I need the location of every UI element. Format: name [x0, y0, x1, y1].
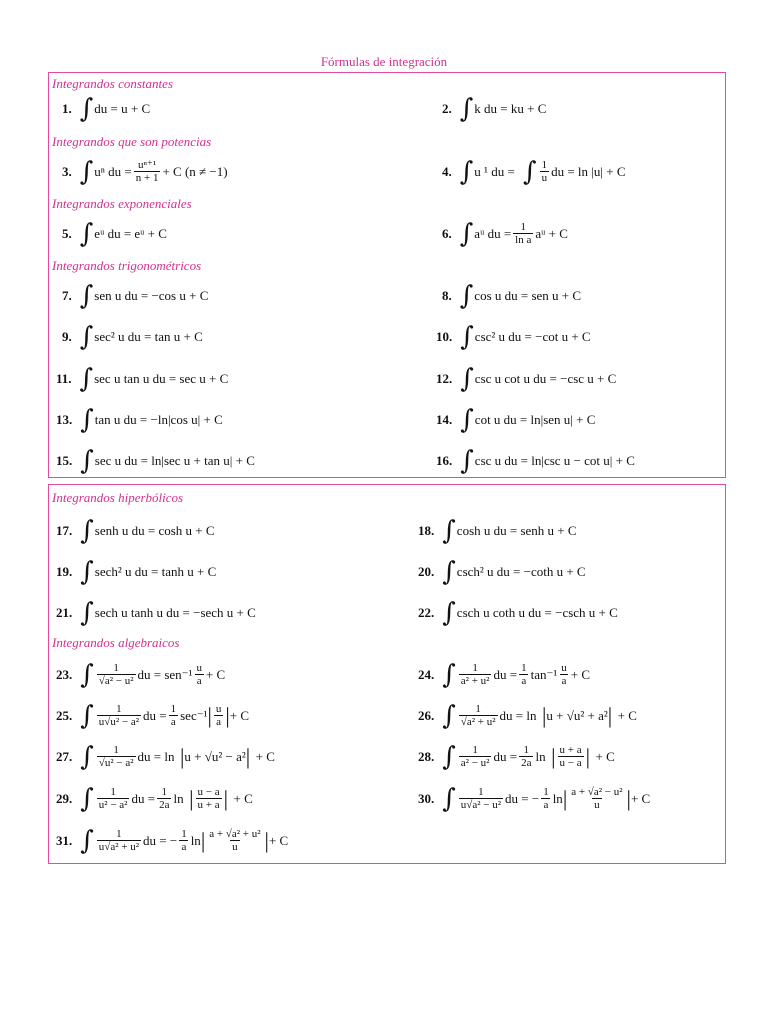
formula-number: 4. — [442, 164, 452, 179]
formula-28 — [418, 737, 615, 777]
integral-sign-icon: ∫ — [80, 826, 94, 856]
formula-number: 13. — [56, 412, 73, 427]
formula-18 — [418, 511, 577, 551]
fraction-denominator: √a² − u² — [98, 674, 134, 687]
formula-tail: + C — [268, 833, 289, 848]
fraction — [97, 703, 141, 729]
integral-sign-icon: ∫ — [80, 557, 94, 587]
formula-text: tan u du = −ln|cos u| + C — [94, 412, 223, 427]
formula-number: 28. — [418, 749, 435, 764]
fraction-numerator: 1 — [478, 785, 484, 798]
formula-17 — [56, 511, 215, 551]
formula-15 — [56, 441, 255, 481]
formula-text: sec² u du = tan u + C — [94, 329, 203, 344]
integral-sign-icon: ∫ — [442, 701, 456, 731]
formula-number: 21. — [56, 605, 73, 620]
fraction-denominator: a — [196, 674, 202, 687]
formula-rhs: du = — [493, 667, 518, 682]
formula-26 — [418, 696, 637, 736]
section-heading-algebraicos: Integrandos algebraicos — [52, 635, 180, 650]
formula-number: 5. — [62, 226, 72, 241]
integral-sign-icon: ∫ — [80, 446, 94, 476]
formula-23 — [56, 655, 225, 695]
fraction-numerator: 1 — [113, 661, 119, 674]
fraction-numerator: a + √a² − u² — [571, 785, 623, 798]
formula-number: 29. — [56, 791, 73, 806]
formula-19 — [56, 552, 216, 592]
integral-sign-icon: ∫ — [80, 598, 94, 628]
formula-31 — [56, 821, 288, 861]
fraction-denominator: a² − u² — [460, 756, 490, 769]
formula-2 — [442, 89, 546, 129]
fraction-numerator: 1 — [523, 743, 530, 756]
formula-text: sech u tanh u du = −sech u + C — [94, 605, 256, 620]
fraction-numerator: 1 — [520, 220, 527, 233]
fraction-numerator: 1 — [472, 743, 478, 756]
formula-number: 16. — [436, 453, 453, 468]
formula-number: 9. — [62, 329, 72, 344]
integral-sign-icon: ∫ — [80, 660, 94, 690]
formula-text: senh u du = cosh u + C — [94, 523, 215, 538]
section-heading-constantes: Integrandos constantes — [52, 76, 173, 91]
fraction-denominator: 2a — [159, 798, 170, 811]
formula-22 — [418, 593, 618, 633]
fraction — [519, 744, 533, 770]
fraction-denominator: u√a² − u² — [460, 798, 502, 811]
formula-number: 11. — [56, 371, 72, 386]
integral-sign-icon: ∫ — [442, 660, 456, 690]
formula-text: cosh u du = senh u + C — [456, 523, 577, 538]
formula-tail: + C — [233, 791, 253, 806]
formula-6 — [442, 214, 568, 254]
fraction — [169, 703, 179, 729]
formula-rhs: du = — [143, 708, 167, 723]
page-title: Fórmulas de integración — [320, 54, 448, 69]
fraction-numerator: 1 — [161, 785, 168, 798]
formula-30 — [418, 779, 650, 819]
fraction — [196, 786, 222, 812]
formula-1 — [62, 89, 150, 129]
fraction — [179, 828, 189, 854]
formula-number: 23. — [56, 667, 73, 682]
fraction-denominator: u√a² + u² — [98, 840, 140, 853]
formula-ln: ln — [552, 791, 563, 806]
integral-sign-icon: ∫ — [80, 516, 94, 546]
abs-bar-icon: | — [225, 703, 230, 728]
fraction-numerator: uⁿ⁺¹ — [138, 158, 157, 171]
fraction-denominator: a — [216, 715, 222, 728]
formula-rhs: du = ln — [137, 749, 175, 764]
formula-20 — [418, 552, 586, 592]
formula-tail: + C — [617, 708, 637, 723]
integral-sign-icon: ∫ — [442, 742, 456, 772]
formula-8 — [442, 276, 581, 316]
formula-number: 22. — [418, 605, 435, 620]
fraction — [157, 786, 171, 812]
fraction — [513, 221, 533, 247]
fraction — [540, 159, 550, 185]
fraction-numerator: 1 — [181, 827, 187, 840]
formula-lhs: uⁿ du = — [94, 164, 132, 179]
fraction — [97, 662, 136, 688]
fraction-denominator: √u² − a² — [98, 756, 134, 769]
fraction-numerator: u − a — [197, 785, 220, 798]
formula-tail: + C — [570, 667, 590, 682]
fraction-denominator: a — [561, 674, 567, 687]
integral-sign-icon: ∫ — [80, 405, 94, 435]
abs-bar-icon: | — [545, 744, 556, 769]
abs-bar-icon: | — [223, 786, 234, 811]
fraction — [459, 662, 492, 688]
formula-number: 31. — [56, 833, 73, 848]
fraction-numerator: 1 — [472, 661, 478, 674]
fraction-denominator: u — [594, 798, 600, 811]
formula-text: csch² u du = −coth u + C — [456, 564, 586, 579]
abs-bar-icon: | — [264, 828, 269, 853]
abs-bar-icon: | — [207, 703, 212, 728]
integral-sign-icon: ∫ — [459, 94, 474, 124]
formula-29 — [56, 779, 253, 819]
fraction-numerator: 1 — [541, 158, 548, 171]
fraction-denominator: u√u² − a² — [98, 715, 140, 728]
integral-sign-icon: ∫ — [459, 219, 474, 249]
formula-tail: + C — [595, 749, 615, 764]
formula-25 — [56, 696, 249, 736]
section-heading-potencias: Integrandos que son potencias — [52, 134, 212, 149]
integral-sign-icon: ∫ — [460, 364, 474, 394]
formula-text: sec u du = ln|sec u + tan u| + C — [94, 453, 255, 468]
formula-rhs: du = — [131, 791, 156, 806]
fraction-denominator: u — [232, 840, 238, 853]
fraction — [541, 786, 551, 812]
formula-text: csc² u du = −cot u + C — [474, 329, 591, 344]
integral-sign-icon: ∫ — [442, 598, 456, 628]
formula-tail: aᵘ + C — [535, 226, 568, 241]
formula-tail: + C — [229, 708, 250, 723]
fraction-numerator: 1 — [110, 785, 116, 798]
formula-text: csch u coth u du = −csch u + C — [456, 605, 618, 620]
formula-text: sen u du = −cos u + C — [94, 288, 209, 303]
formula-text: csc u cot u du = −csc u + C — [474, 371, 617, 386]
formula-text: csc u du = ln|csc u − cot u| + C — [474, 453, 635, 468]
formula-number: 24. — [418, 667, 435, 682]
integral-sign-icon: ∫ — [442, 516, 456, 546]
fraction — [459, 744, 492, 770]
fraction — [207, 828, 262, 854]
fraction — [519, 662, 529, 688]
fraction-numerator: 1 — [521, 661, 527, 674]
integral-sign-icon: ∫ — [442, 784, 456, 814]
fraction-denominator: u² − a² — [98, 798, 128, 811]
formula-text: cot u du = ln|sen u| + C — [474, 412, 596, 427]
fraction-denominator: u — [541, 171, 548, 184]
fraction — [97, 786, 130, 812]
formula-ln: ln — [190, 833, 201, 848]
formula-10 — [436, 317, 591, 357]
fraction-numerator: u — [215, 702, 222, 715]
fraction-numerator: 1 — [543, 785, 549, 798]
fraction-numerator: 1 — [170, 702, 177, 715]
formula-number: 18. — [418, 523, 435, 538]
integral-sign-icon: ∫ — [79, 94, 94, 124]
formula-number: 20. — [418, 564, 435, 579]
fraction-numerator: 1 — [116, 827, 122, 840]
formula-14 — [436, 400, 595, 440]
abs-content: u + √u² − a² — [184, 749, 246, 764]
integral-sign-icon: ∫ — [80, 784, 94, 814]
abs-bar-icon: | — [536, 703, 547, 728]
fraction — [459, 703, 498, 729]
integral-sign-icon: ∫ — [79, 157, 94, 187]
fraction-denominator: 2a — [521, 756, 532, 769]
formula-text: cos u du = sen u + C — [474, 288, 582, 303]
abs-bar-icon: | — [607, 703, 618, 728]
formula-text: du = u + C — [94, 101, 151, 116]
formula-9 — [62, 317, 203, 357]
formula-16 — [436, 441, 635, 481]
formula-13 — [56, 400, 223, 440]
formula-number: 27. — [56, 749, 73, 764]
formula-text: sech² u du = tanh u + C — [94, 564, 217, 579]
formula-text: sec u tan u du = sec u + C — [94, 371, 229, 386]
formula-24 — [418, 655, 590, 695]
fraction — [459, 786, 503, 812]
fraction-numerator: 1 — [113, 743, 119, 756]
formula-lhs: u ¹ du = — [474, 164, 515, 179]
abs-bar-icon: | — [585, 744, 596, 769]
fraction-numerator: u + a — [559, 743, 582, 756]
formula-11 — [56, 359, 228, 399]
abs-bar-icon: | — [562, 786, 568, 811]
abs-bar-icon: | — [174, 744, 185, 769]
abs-bar-icon: | — [626, 786, 631, 811]
fraction — [569, 786, 624, 812]
fraction-denominator: a — [521, 674, 527, 687]
fraction-denominator: n + 1 — [135, 171, 159, 184]
fraction-denominator: √a² + u² — [460, 715, 496, 728]
abs-content: u + √u² + a² — [546, 708, 608, 723]
formula-number: 6. — [442, 226, 452, 241]
fraction — [97, 744, 136, 770]
fraction-denominator: u − a — [559, 756, 582, 769]
fraction — [194, 662, 204, 688]
fraction-numerator: 1 — [475, 702, 481, 715]
formula-12 — [436, 359, 616, 399]
fraction-numerator: a + √a² + u² — [209, 827, 261, 840]
fraction — [97, 828, 141, 854]
integral-sign-icon: ∫ — [80, 742, 94, 772]
formula-text: k du = ku + C — [474, 101, 547, 116]
formula-tail: + C — [630, 791, 651, 806]
integral-sign-icon: ∫ — [514, 157, 537, 187]
integral-sign-icon: ∫ — [459, 157, 474, 187]
fraction-numerator: u — [196, 661, 202, 674]
formula-number: 2. — [442, 101, 452, 116]
formula-ln: ln — [535, 749, 546, 764]
formula-number: 17. — [56, 523, 73, 538]
fraction — [134, 159, 161, 185]
formula-number: 15. — [56, 453, 73, 468]
formula-number: 7. — [62, 288, 72, 303]
abs-bar-icon: | — [183, 786, 194, 811]
formula-number: 14. — [436, 412, 453, 427]
formula-tail: du = ln |u| + C — [551, 164, 626, 179]
formula-text: eᵘ du = eᵘ + C — [94, 226, 167, 241]
formula-mid: tan⁻¹ — [530, 667, 558, 682]
formula-3 — [62, 152, 228, 192]
fraction-denominator: a — [170, 715, 176, 728]
formula-4 — [442, 152, 626, 192]
abs-bar-icon: | — [245, 744, 256, 769]
formula-tail: + C (n ≠ −1) — [162, 164, 228, 179]
section-heading-hiperbolicos: Integrandos hiperbólicos — [52, 490, 184, 505]
section-heading-trigonometricos: Integrandos trigonométricos — [52, 258, 202, 273]
fraction-denominator: a — [181, 840, 187, 853]
fraction — [559, 662, 569, 688]
formula-lhs: aᵘ du = — [474, 226, 512, 241]
formula-27 — [56, 737, 275, 777]
formula-rhs: du = — [493, 749, 518, 764]
formula-number: 10. — [436, 329, 453, 344]
integral-sign-icon: ∫ — [459, 281, 474, 311]
fraction-denominator: ln a — [515, 233, 532, 246]
integral-sign-icon: ∫ — [79, 281, 94, 311]
fraction-numerator: u — [561, 661, 567, 674]
formula-tail: + C — [205, 667, 226, 682]
formula-5 — [62, 214, 167, 254]
fraction — [214, 703, 224, 729]
formula-rhs: du = sen⁻¹ — [137, 667, 193, 682]
integral-sign-icon: ∫ — [79, 364, 94, 394]
integral-sign-icon: ∫ — [460, 322, 474, 352]
integral-sign-icon: ∫ — [460, 405, 474, 435]
formula-ln: ln — [173, 791, 184, 806]
fraction-denominator: a² + u² — [460, 674, 490, 687]
formula-number: 1. — [62, 101, 72, 116]
formula-number: 26. — [418, 708, 435, 723]
section-heading-exponenciales: Integrandos exponenciales — [52, 196, 192, 211]
fraction — [558, 744, 584, 770]
formula-tail: + C — [255, 749, 275, 764]
formula-number: 3. — [62, 164, 72, 179]
formula-number: 30. — [418, 791, 435, 806]
fraction-denominator: u + a — [197, 798, 220, 811]
integral-sign-icon: ∫ — [80, 701, 94, 731]
formula-mid: sec⁻¹ — [180, 708, 208, 723]
formula-21 — [56, 593, 256, 633]
integral-sign-icon: ∫ — [442, 557, 456, 587]
formula-number: 19. — [56, 564, 73, 579]
integral-sign-icon: ∫ — [79, 322, 94, 352]
integral-sign-icon: ∫ — [79, 219, 94, 249]
formula-rhs: du = ln — [499, 708, 537, 723]
formula-number: 8. — [442, 288, 452, 303]
formula-number: 12. — [436, 371, 453, 386]
fraction-numerator: 1 — [116, 702, 122, 715]
formula-rhs: du = − — [143, 833, 178, 848]
formula-number: 25. — [56, 708, 73, 723]
abs-bar-icon: | — [200, 828, 206, 853]
integral-sign-icon: ∫ — [460, 446, 474, 476]
formula-rhs: du = − — [505, 791, 540, 806]
formula-7 — [62, 276, 208, 316]
fraction-denominator: a — [543, 798, 549, 811]
